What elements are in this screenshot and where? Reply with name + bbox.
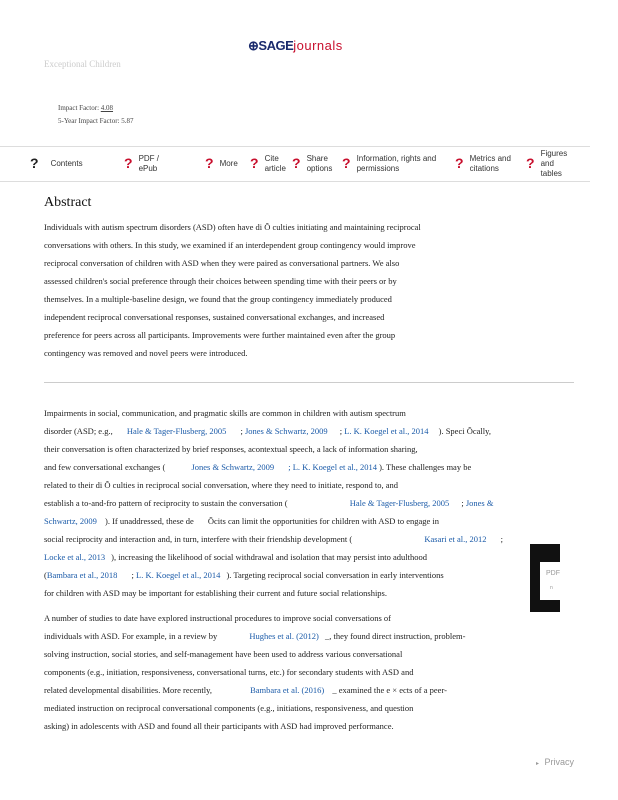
- citation-link[interactable]: L. K. Koegel et al., 2014: [136, 570, 221, 580]
- more-icon: ?: [205, 155, 214, 172]
- citation-link[interactable]: Locke et al., 2013: [44, 552, 106, 562]
- section-divider: [44, 382, 574, 383]
- abstract-body: [44, 218, 421, 362]
- body-line: Schwartz, 2009 ). If unaddressed, these de Õcits can limit the opportunities for children with ASD to engage in: [44, 516, 440, 526]
- body-line: Locke et al., 2013 ), increasing the likelihood of social withdrawal and isolation that may persist into adulthood: [44, 552, 427, 562]
- metrics-icon: ?: [455, 155, 464, 172]
- body-line: mediated instruction on reciprocal conversational components (e.g., initiations, responsiveness, and question: [44, 703, 414, 713]
- permissions-icon: ?: [342, 155, 351, 172]
- body-line: related to their di Õ culties in reciprocal social conversation, where they need to initiate, respond to, and: [44, 480, 399, 490]
- abstract-line: conversations with others. In this study, we examined if an interdependent group contingency would improve: [44, 240, 416, 250]
- more-button[interactable]: [205, 147, 238, 181]
- body-line: (Bambara et al., 2018 ; L. K. Koegel et al., 2014 ). Targeting reciprocal social conversation in early interventions: [44, 570, 444, 580]
- citation-link[interactable]: Hale & Tager-Flusberg, 2005: [349, 498, 450, 508]
- figures-icon: ?: [526, 155, 535, 172]
- cite-button[interactable]: [250, 147, 286, 181]
- body-line: components (e.g., initiation, responsiveness, conversational turns, etc.) for secondary students with ASD and: [44, 667, 414, 677]
- pdf-side-panel[interactable]: [540, 562, 570, 600]
- permissions-label: Information, rights and permissions: [356, 154, 437, 173]
- citation-link[interactable]: Schwartz, 2009: [44, 516, 97, 526]
- abstract-title: Abstract: [44, 195, 92, 210]
- citation-link[interactable]: Jones & Schwartz, 2009: [191, 462, 275, 472]
- pdf-label: PDF / ePub: [138, 154, 160, 173]
- figures-label: Figures and tables: [540, 149, 568, 178]
- five-year-value: 5.87: [121, 117, 134, 125]
- logo-journals: journals: [293, 38, 343, 53]
- cite-icon: ?: [250, 155, 259, 172]
- body-line: A number of studies to date have explored instructional procedures to improve social conversations of: [44, 613, 391, 623]
- impact-factor: [58, 104, 113, 112]
- body-line: solving instruction, social stories, and self-management have been used to address various conversational: [44, 649, 403, 659]
- citation-link[interactable]: Jones & Schwartz, 2009: [244, 426, 328, 436]
- citation-link[interactable]: L. K. Koegel et al., 2014: [344, 426, 429, 436]
- body-line: disorder (ASD; e.g., Hale & Tager-Flusberg, 2005 ; Jones & Schwartz, 2009 ; L. K. Koegel et al., 2014 ). Speci Õcally,: [44, 426, 491, 436]
- citation-link[interactable]: Kasari et al., 2012: [424, 534, 487, 544]
- body-line: establish a to-and-fro pattern of reciprocity to sustain the conversation ( Hale & Tager-Flusberg, 2005 ; Jones &: [44, 498, 494, 508]
- article-toolbar: [0, 146, 590, 182]
- body-line: individuals with ASD. For example, in a review by Hughes et al. (2012) _, they found direct instruction, problem-: [44, 631, 466, 641]
- body-line: Impairments in social, communication, and pragmatic skills are common in children with autism spectrum: [44, 408, 406, 418]
- permissions-button[interactable]: [342, 147, 437, 181]
- five-year-impact-factor: [58, 117, 134, 125]
- abstract-line: independent reciprocal conversational responses, sustained conversational exchanges, and increased: [44, 312, 385, 322]
- body-paragraph-2: [44, 609, 544, 735]
- cite-label: Cite article: [264, 154, 286, 173]
- contents-icon: ?: [30, 155, 39, 172]
- citation-link[interactable]: Bambara et al. (2016): [250, 685, 325, 695]
- sage-journals-logo[interactable]: [248, 38, 343, 54]
- impact-factor-value[interactable]: 4.08: [100, 104, 114, 112]
- five-year-label: 5-Year Impact Factor:: [58, 117, 120, 125]
- journal-name[interactable]: Exceptional Children: [44, 59, 121, 69]
- contents-button[interactable]: [30, 147, 83, 181]
- more-label: More: [219, 159, 238, 168]
- privacy-link[interactable]: [536, 757, 574, 767]
- share-button[interactable]: [292, 147, 335, 181]
- abstract-line: preference for peers across all participants. Improvements were further maintained even after the group: [44, 330, 396, 340]
- pdf-button[interactable]: [124, 147, 169, 181]
- body-line: social reciprocity and interaction and, in turn, interfere with their friendship development ( Kasari et al., 2012 ;: [44, 534, 503, 544]
- abstract-line: themselves. In a multiple-baseline design, we found that the group contingency immediately produced: [44, 294, 392, 304]
- metrics-label: Metrics and citations: [469, 154, 511, 173]
- figures-button[interactable]: [526, 147, 571, 181]
- share-label: Share options: [306, 154, 333, 173]
- metrics-button[interactable]: [455, 147, 520, 181]
- share-icon: ?: [292, 155, 301, 172]
- citation-link[interactable]: Jones &: [465, 498, 494, 508]
- body-line: for children with ASD may be important for establishing their current and future social relationships.: [44, 588, 387, 598]
- body-line: related developmental disabilities. More recently, Bambara et al. (2016) _ examined the e × ects of a peer-: [44, 685, 447, 695]
- body-line: and few conversational exchanges ( Jones & Schwartz, 2009 ; L. K. Koegel et al., 2014 ). These challenges may be: [44, 462, 472, 472]
- pdf-icon: ?: [124, 155, 133, 172]
- pdf-side-sub: n: [550, 585, 553, 591]
- body-paragraph-1: [44, 404, 574, 602]
- contents-label: Contents: [50, 159, 83, 168]
- privacy-label: Privacy: [544, 757, 575, 767]
- citation-link[interactable]: Hughes et al. (2012): [249, 631, 319, 641]
- abstract-line: contingency was removed and novel peers were introduced.: [44, 348, 248, 358]
- abstract-line: Individuals with autism spectrum disorders (ASD) often have di Õ culties initiating and maintaining reciprocal: [44, 222, 421, 232]
- citation-link[interactable]: Hale & Tager-Flusberg, 2005: [126, 426, 227, 436]
- abstract-line: reciprocal conversation of children with ASD when they were paired as conversational partners. We also: [44, 258, 400, 268]
- citation-link[interactable]: ; L. K. Koegel et al., 2014: [288, 462, 377, 472]
- citation-link[interactable]: Bambara et al., 2018: [46, 570, 118, 580]
- impact-factor-label: Impact Factor:: [58, 104, 100, 112]
- body-line: asking) in adolescents with ASD and found all their participants with ASD had improved performance.: [44, 721, 394, 731]
- play-icon: ▸: [536, 761, 540, 767]
- logo-sage: ⊕SAGE: [248, 38, 294, 53]
- body-line: their conversation is often characterized by brief responses, acontextual speech, a lack of information sharing,: [44, 444, 418, 454]
- abstract-line: assessed children's social preference through their choices between spending time with their peers or by: [44, 276, 397, 286]
- pdf-side-label: PDF: [546, 570, 560, 577]
